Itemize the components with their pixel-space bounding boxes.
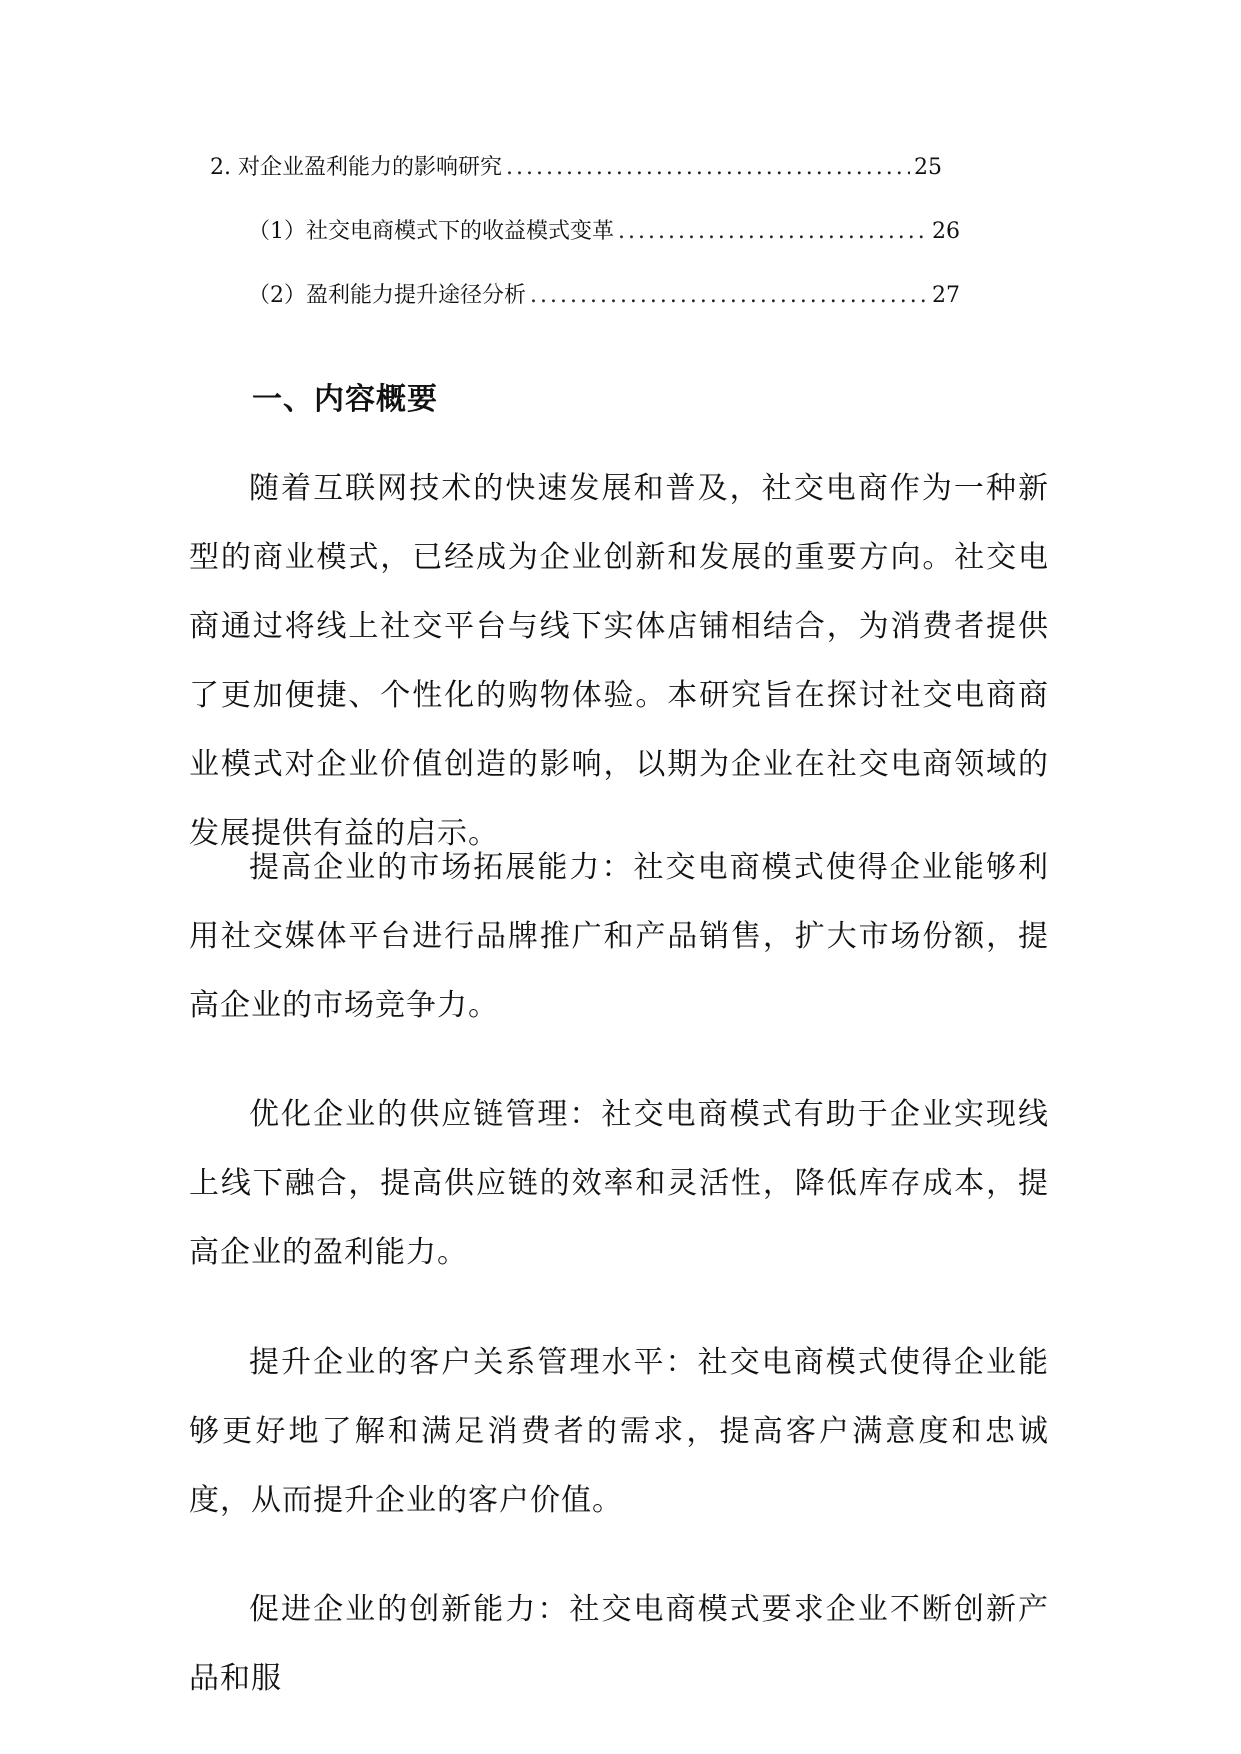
paragraph-supply-chain: 优化企业的供应链管理：社交电商模式有助于企业实现线上线下融合，提高供应链的效率和灵活性，降低库存成本，提高企业的盈利能力。	[189, 1097, 1049, 1270]
toc-entry[interactable]	[248, 212, 960, 252]
paragraph-innovation: 促进企业的创新能力：社交电商模式要求企业不断创新产品和服	[189, 1592, 1049, 1696]
toc-entry-label: （1）社交电商模式下的收益模式变革	[248, 219, 614, 244]
toc-entry[interactable]	[210, 148, 942, 188]
paragraph-market-expansion: 提高企业的市场拓展能力：社交电商模式使得企业能够利用社交媒体平台进行品牌推广和产品销售，扩大市场份额，提高企业的市场竞争力。	[189, 850, 1049, 1023]
toc-leader-dots	[618, 212, 928, 252]
paragraph-overview: 随着互联网技术的快速发展和普及，社交电商作为一种新型的商业模式，已经成为企业创新和发展的重要方向。社交电商通过将线上社交平台与线下实体店铺相结合，为消费者提供了更加便捷、个性化的购物体验。本研究旨在探讨社交电商商业模式对企业价值创造的影响，以期为企业在社交电商领域的发展提供有益的启示。	[189, 471, 1049, 851]
toc-leader-dots	[506, 148, 910, 188]
paragraph-customer-relations: 提升企业的客户关系管理水平：社交电商模式使得企业能够更好地了解和满足消费者的需求，提高客户满意度和忠诚度，从而提升企业的客户价值。	[189, 1345, 1049, 1518]
toc-entry-label: （2）盈利能力提升途径分析	[248, 283, 526, 308]
toc-entry-page: 25	[914, 155, 942, 180]
section-heading: 一、内容概要	[252, 382, 438, 417]
toc-leader-dots	[530, 276, 928, 316]
toc-entry-label: 2. 对企业盈利能力的影响研究	[210, 155, 502, 180]
toc-entry-page: 27	[932, 283, 960, 308]
toc-entry[interactable]	[248, 276, 960, 316]
toc-entry-page: 26	[932, 219, 960, 244]
